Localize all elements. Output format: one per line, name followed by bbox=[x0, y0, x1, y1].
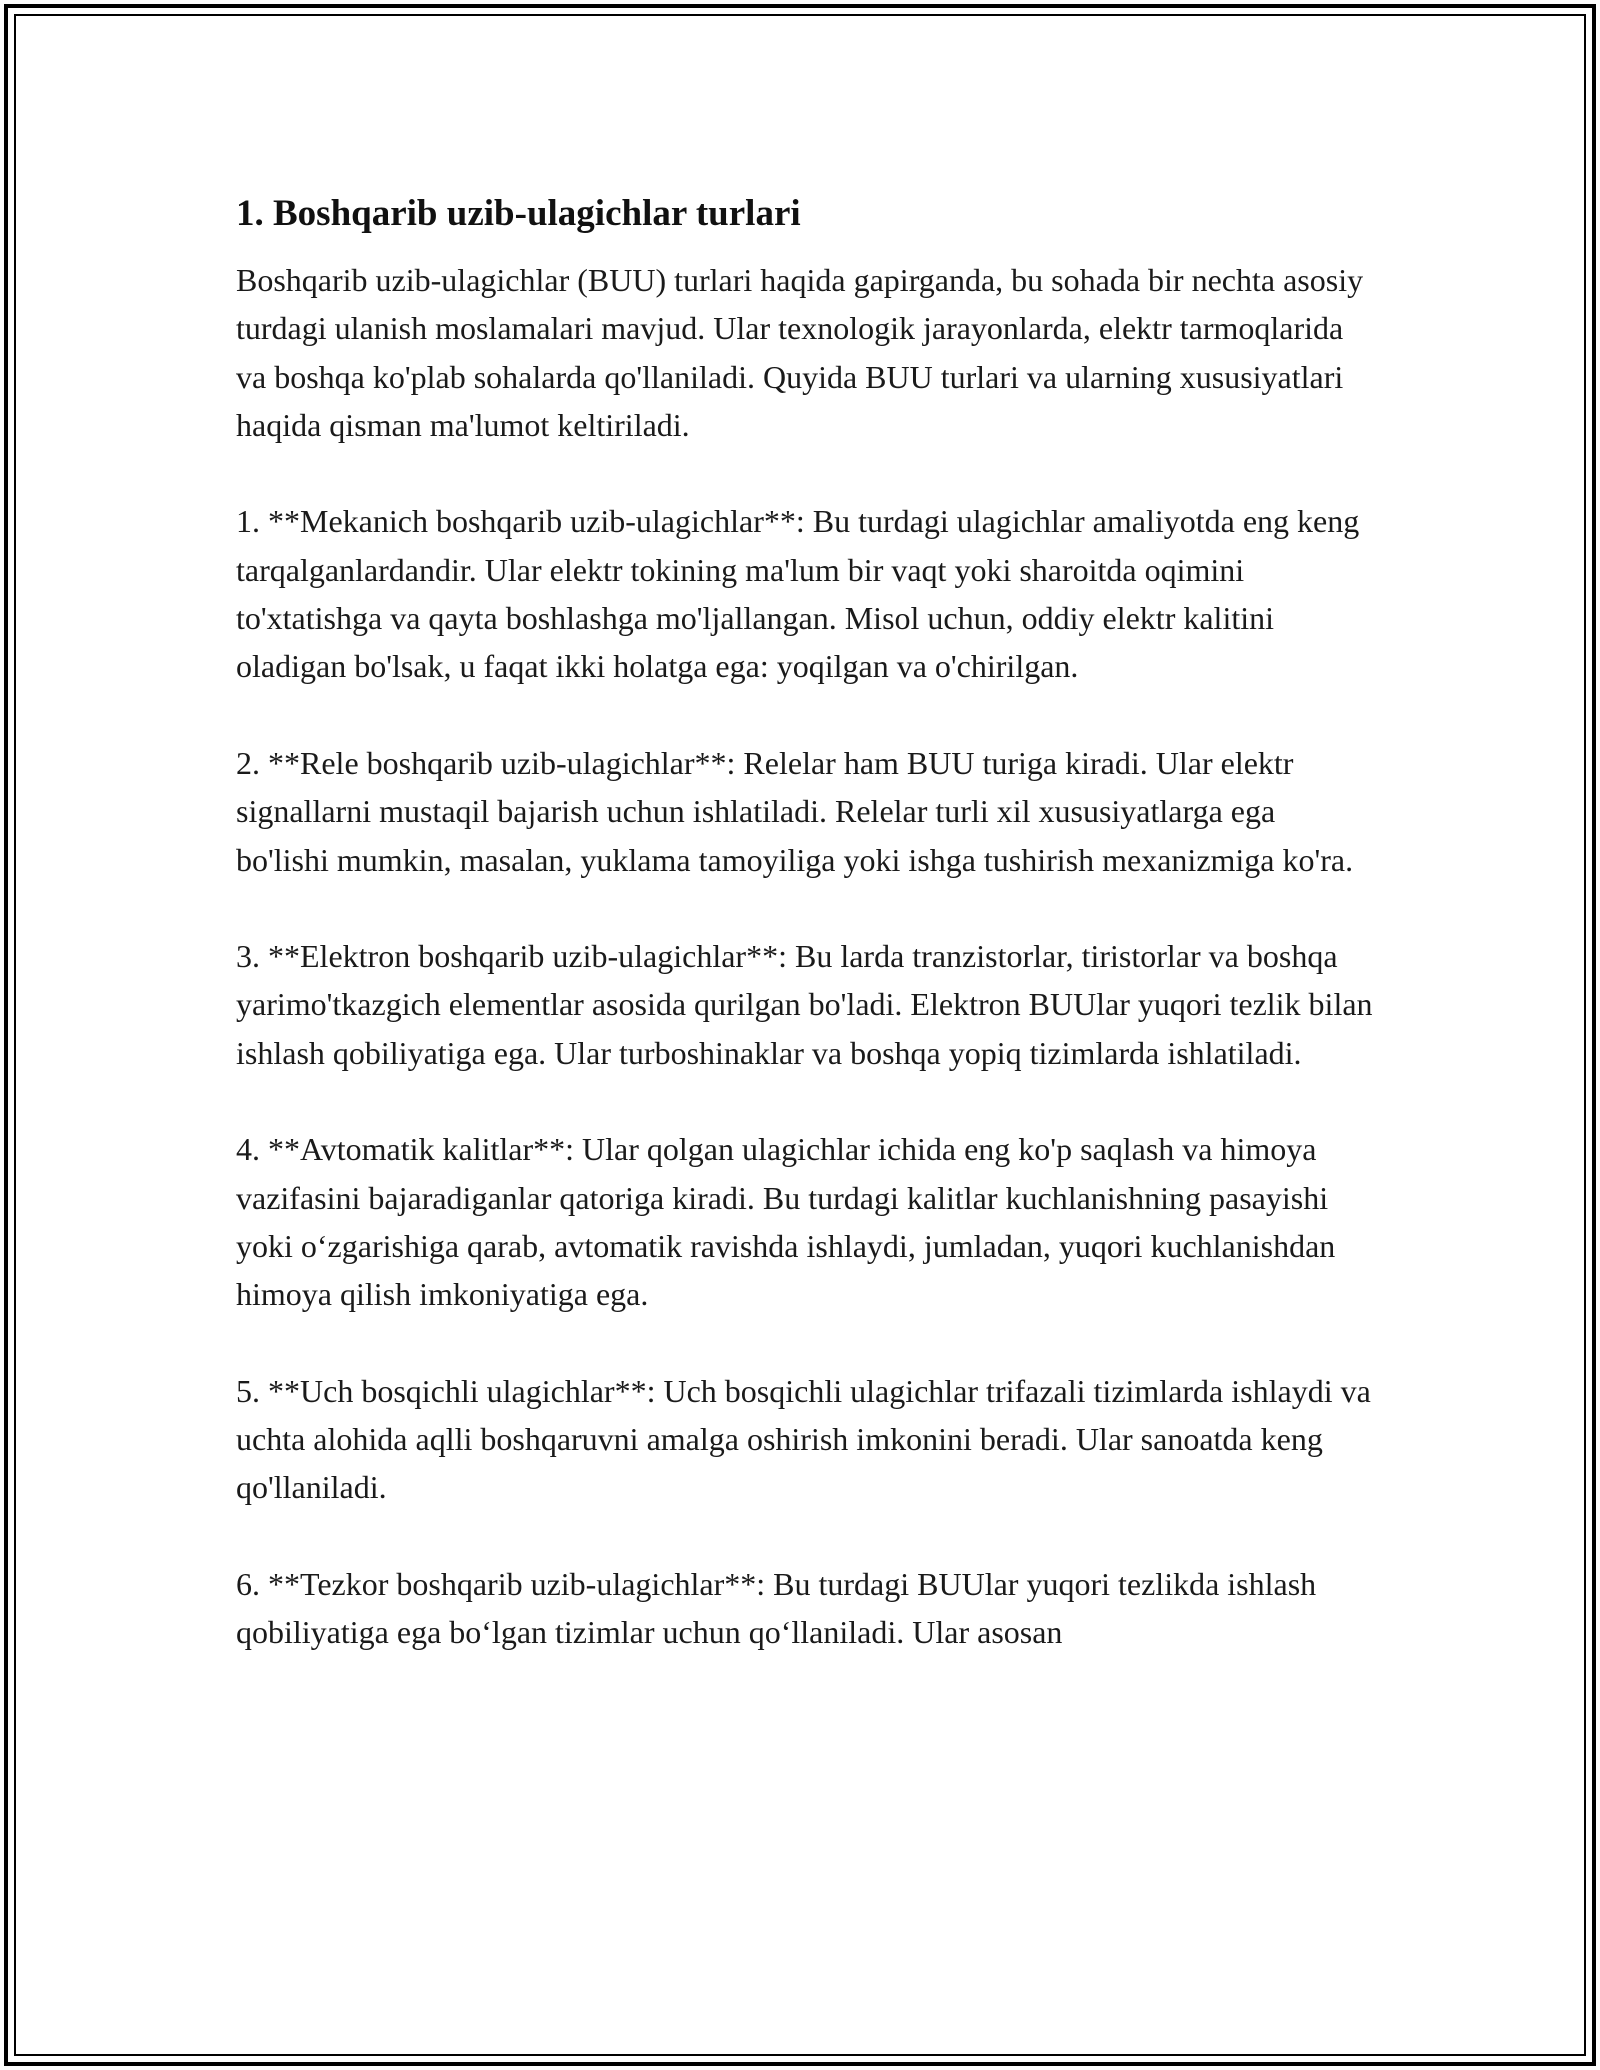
list-item-relay: 2. **Rele boshqarib uzib-ulagichlar**: Relelar ham BUU turiga kiradi. Ular elektr signallarni mustaqil bajarish uchun ishlatiladi. Relelar turli xil xususiyatlarga ega bo'lishi mumkin, masalan, yuklama tamoyiliga yoki ishga tushirish mexanizmiga ko'ra. bbox=[236, 744, 1354, 878]
list-item-automatic-switches: 4. **Avtomatik kalitlar**: Ular qolgan ulagichlar ichida eng ko'p saqlash va himoya vazifasini bajaradiganlar qatoriga kiradi. Bu turdagi kalitlar kuchlanishning pasayishi yoki o‘zgarishiga qarab, avtomatik ravishda ishlaydi, jumladan, yuqori kuchlanishdan himoya qilish imkoniyatiga ega. bbox=[236, 1131, 1336, 1313]
list-item-fast: 6. **Tezkor boshqarib uzib-ulagichlar**: Bu turdagi BUUlar yuqori tezlikda ishlash qobiliyatiga ega bo‘lgan tizimlar uchun qo‘llaniladi. Ular asosan bbox=[236, 1566, 1317, 1651]
document-body bbox=[236, 186, 1376, 1705]
section-heading: 1. Boshqarib uzib-ulagichlar turlari bbox=[236, 193, 801, 234]
list-item-three-phase: 5. **Uch bosqichli ulagichlar**: Uch bosqichli ulagichlar trifazali tizimlarda ishlaydi va uchta alohida aqlli boshqaruvni amalga oshirish imkonini beradi. Ular sanoatda keng qo'llaniladi. bbox=[236, 1372, 1371, 1506]
intro-paragraph: Boshqarib uzib-ulagichlar (BUU) turlari haqida gapirganda, bu sohada bir nechta asosiy turdagi ulanish moslamalari mavjud. Ular texnologik jarayonlarda, elektr tarmoqlarida va boshqa ko'plab sohalarda qo'llaniladi. Quyida BUU turlari va ularning xususiyatlari haqida qisman ma'lumot keltiriladi. bbox=[236, 262, 1364, 443]
list-item-electronic: 3. **Elektron boshqarib uzib-ulagichlar**: Bu larda tranzistorlar, tiristorlar va boshqa yarimo'tkazgich elementlar asosida qurilgan bo'ladi. Elektron BUUlar yuqori tezlik bilan ishlash qobiliyatiga ega. Ular turboshinaklar va boshqa yopiq tizimlarda ishlatiladi. bbox=[236, 938, 1373, 1071]
list-item-mechanical: 1. **Mekanich boshqarib uzib-ulagichlar**: Bu turdagi ulagichlar amaliyotda eng keng tarqalganlardandir. Ular elektr tokining ma'lum bir vaqt yoki sharoitda oqimini to'xtatishga va qayta boshlashga mo'ljallangan. Misol uchun, oddiy elektr kalitini oladigan bo'lsak, u faqat ikki holatga ega: yoqilgan va o'chirilgan. bbox=[236, 503, 1360, 685]
